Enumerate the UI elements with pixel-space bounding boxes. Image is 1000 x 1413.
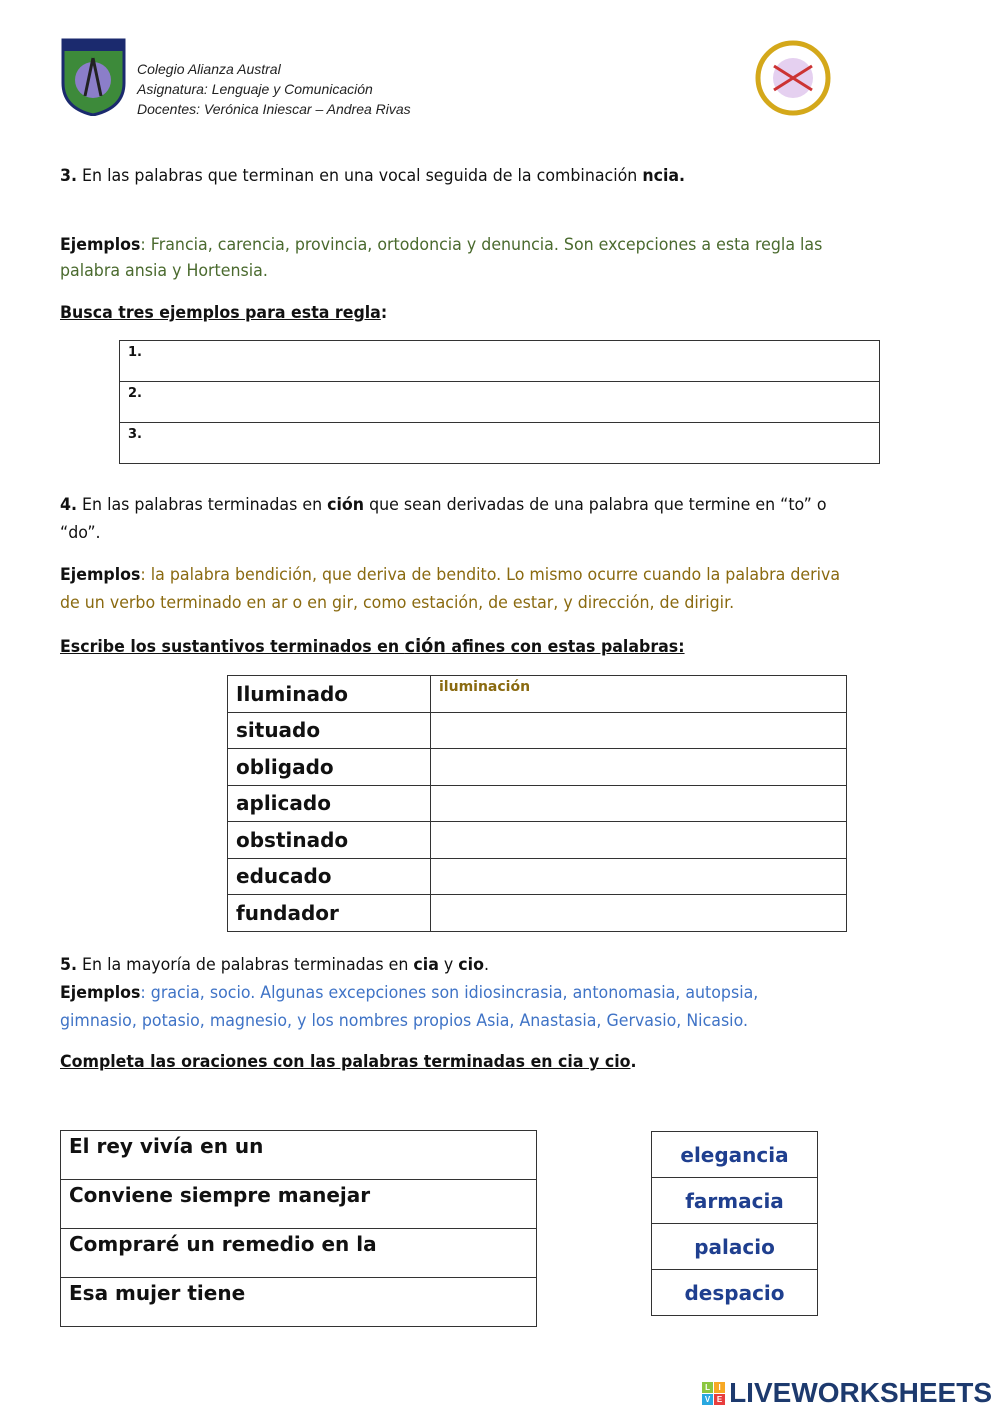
base-word: Iluminado: [228, 676, 431, 713]
table-row: [652, 1270, 818, 1316]
table-row: 3.: [120, 423, 880, 464]
answer-input[interactable]: [439, 898, 842, 916]
table-row: [228, 749, 847, 786]
answer-cell[interactable]: [431, 895, 847, 932]
emblem-logo: [754, 38, 832, 118]
section-5-examples: Ejemplos: gracia, socio. Algunas excepciones son idiosincrasia, antonomasia, autopsia,: [60, 983, 759, 1003]
section-3-examples: Ejemplos: Francia, carencia, provincia, ortodoncia y denuncia. Son excepciones a esta regla las: [60, 235, 823, 255]
draggable-word[interactable]: elegancia: [652, 1132, 818, 1178]
sentence-drop-target[interactable]: Esa mujer tiene: [61, 1278, 537, 1327]
base-word: situado: [228, 712, 431, 749]
teachers: Docentes: Verónica Iniescar – Andrea Rivas: [137, 101, 411, 117]
section-4-examples: Ejemplos: la palabra bendición, que deriva de bendito. Lo mismo ocurre cuando la palabra deriva: [60, 565, 841, 585]
table-row: [652, 1132, 818, 1178]
section-5-examples-cont: gimnasio, potasio, magnesio, y los nombres propios Asia, Anastasia, Gervasio, Nicasio.: [60, 1011, 749, 1031]
subject: Asignatura: Lenguaje y Comunicación: [137, 81, 373, 97]
draggable-word[interactable]: despacio: [652, 1270, 818, 1316]
answer-input[interactable]: [439, 752, 842, 770]
answer-cell[interactable]: iluminación: [431, 676, 847, 713]
sentence-drop-target[interactable]: Conviene siempre manejar: [61, 1180, 537, 1229]
draggable-word[interactable]: palacio: [652, 1224, 818, 1270]
section-4-task: Escribe los sustantivos terminados en ción afines con estas palabras:: [60, 635, 685, 657]
base-word: fundador: [228, 895, 431, 932]
section-3-heading: 3. En las palabras que terminan en una vocal seguida de la combinación ncia.: [60, 166, 686, 186]
table-row: 1.: [120, 341, 880, 382]
base-word: obstinado: [228, 822, 431, 859]
draggable-word[interactable]: farmacia: [652, 1178, 818, 1224]
section-5-heading: 5. En la mayoría de palabras terminadas en cia y cio.: [60, 955, 489, 975]
table-row: [652, 1224, 818, 1270]
sentence-drop-target[interactable]: El rey vivía en un: [61, 1131, 537, 1180]
school-crest-logo: [61, 38, 126, 116]
word-bank-table: [651, 1131, 818, 1316]
answer-input[interactable]: [439, 716, 842, 734]
table-row: [61, 1131, 537, 1180]
table-row: [228, 676, 847, 713]
section-4-examples-cont: de un verbo terminado en ar o en gir, como estación, de estar, y dirección, de dirigir.: [60, 593, 735, 613]
answer-cell[interactable]: [431, 822, 847, 859]
answer-cell[interactable]: [431, 712, 847, 749]
answer-cell[interactable]: [431, 858, 847, 895]
section-3-examples-cont: palabra ansia y Hortensia.: [60, 261, 268, 281]
table-row: [228, 858, 847, 895]
answer-cell[interactable]: [431, 749, 847, 786]
live-badge-icon: L I V E: [702, 1382, 725, 1405]
table-row: [228, 895, 847, 932]
section-4-heading: 4. En las palabras terminadas en ción que sean derivadas de una palabra que termine en “to” o: [60, 495, 827, 515]
liveworksheets-logo: L I V E LIVEWORKSHEETS: [702, 1377, 992, 1409]
table-row: [228, 712, 847, 749]
table-row: [652, 1178, 818, 1224]
answer-cell[interactable]: [431, 785, 847, 822]
base-word: aplicado: [228, 785, 431, 822]
school-name: Colegio Alianza Austral: [137, 61, 281, 77]
table-row: [61, 1180, 537, 1229]
base-word: educado: [228, 858, 431, 895]
table-row: [228, 785, 847, 822]
sentences-table: [60, 1130, 537, 1327]
answer-input[interactable]: [439, 862, 842, 880]
answer-input[interactable]: [439, 789, 842, 807]
table-row: [61, 1278, 537, 1327]
base-word: obligado: [228, 749, 431, 786]
answer-input[interactable]: [439, 825, 842, 843]
examples-table: [119, 340, 880, 464]
sentence-drop-target[interactable]: Compraré un remedio en la: [61, 1229, 537, 1278]
section-4-heading-cont: “do”.: [60, 523, 101, 543]
table-row: [228, 822, 847, 859]
table-row: 2.: [120, 382, 880, 423]
section-3-task: Busca tres ejemplos para esta regla:: [60, 303, 388, 323]
section-5-task: Completa las oraciones con las palabras terminadas en cia y cio.: [60, 1052, 637, 1072]
derivation-table: [227, 675, 847, 932]
table-row: [61, 1229, 537, 1278]
